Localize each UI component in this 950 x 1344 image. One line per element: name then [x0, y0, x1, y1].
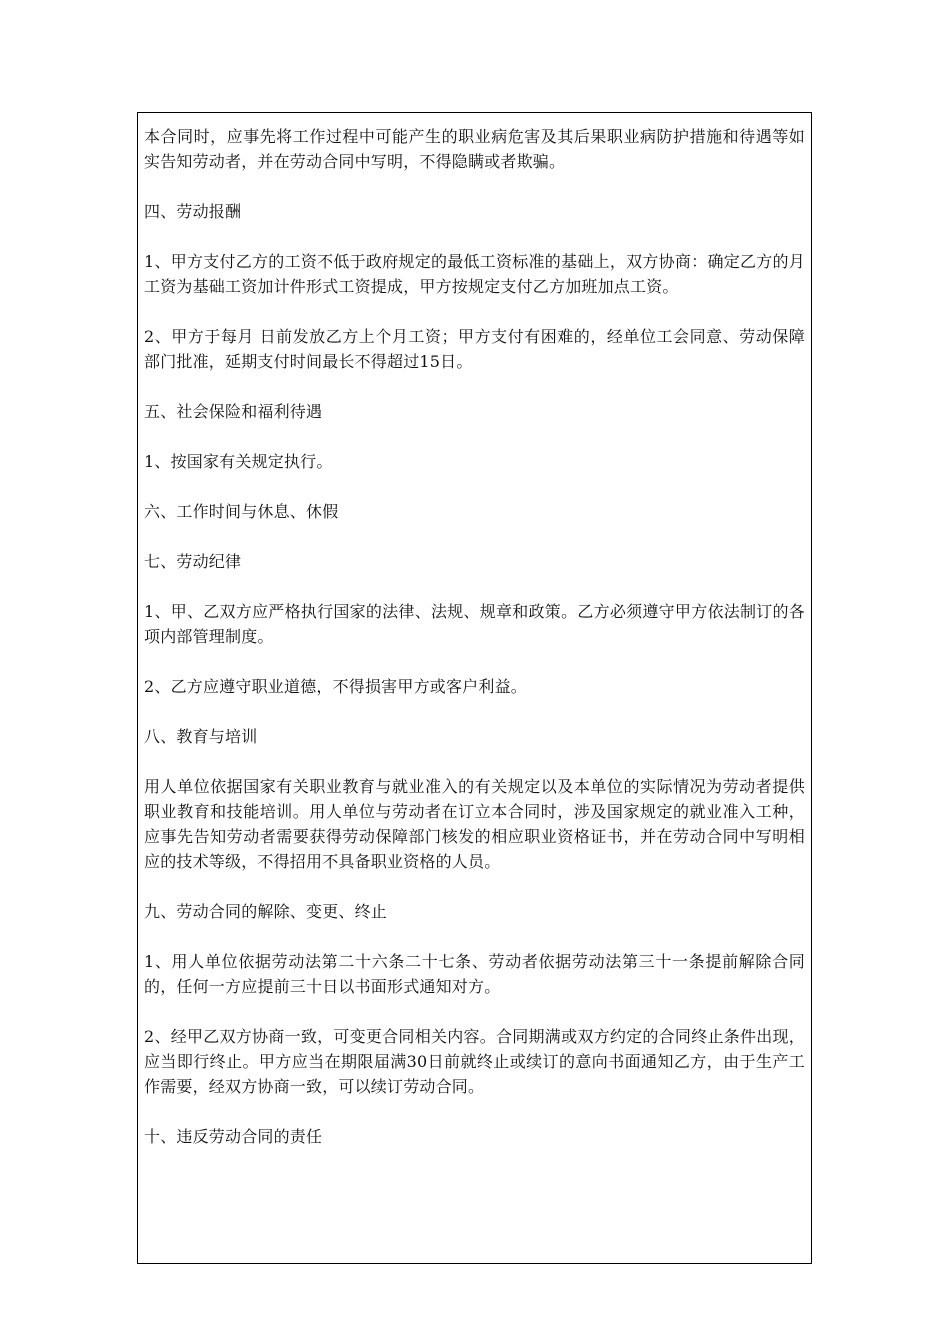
paragraph-vocational-training: 用人单位依据国家有关职业教育与就业准入的有关规定以及本单位的实际情况为劳动者提供职业教育和技能培训。用人单位与劳动者在订立本合同时，涉及国家规定的就业准入工种，应事先告知劳动者需要获得劳动保障部门核发的相应职业资格证书，并在劳动合同中写明相应的技术等级，不得招用不具备职业资格的人员。	[144, 777, 805, 871]
section-heading-discipline: 七、劳动纪律	[144, 552, 242, 571]
paragraph-national-rules: 1、按国家有关规定执行。	[144, 452, 333, 471]
section-heading-remuneration: 四、劳动报酬	[144, 202, 242, 221]
contract-text-box	[137, 112, 812, 1264]
paragraph-early-termination: 1、用人单位依据劳动法第二十六条二十七条、劳动者依据劳动法第三十一条提前解除合同的，任何一方应提前三十日以书面形式通知对方。	[144, 952, 805, 996]
paragraph-occupational-disease: 本合同时，应事先将工作过程中可能产生的职业病危害及其后果职业病防护措施和待遇等如实告知劳动者，并在劳动合同中写明，不得隐瞒或者欺骗。	[144, 127, 805, 171]
section-heading-breach-liability: 十、违反劳动合同的责任	[144, 1127, 323, 1146]
section-heading-termination: 九、劳动合同的解除、变更、终止	[144, 902, 388, 921]
section-heading-working-hours: 六、工作时间与休息、休假	[144, 502, 339, 521]
paragraph-obey-laws: 1、甲、乙双方应严格执行国家的法律、法规、规章和政策。乙方必须遵守甲方依法制订的各项内部管理制度。	[144, 602, 805, 646]
section-heading-education-training: 八、教育与培训	[144, 727, 258, 746]
section-heading-social-insurance: 五、社会保险和福利待遇	[144, 402, 323, 421]
paragraph-contract-change: 2、经甲乙双方协商一致，可变更合同相关内容。合同期满或双方约定的合同终止条件出现，应当即行终止。甲方应当在期限届满30日前就终止或续订的意向书面通知乙方，由于生产工作需要，经双方协商一致，可以续订劳动合同。	[144, 1027, 805, 1096]
paragraph-professional-ethics: 2、乙方应遵守职业道德，不得损害甲方或客户利益。	[144, 677, 527, 696]
paragraph-wage-payment-date: 2、甲方于每月 日前发放乙方上个月工资；甲方支付有困难的，经单位工会同意、劳动保障部门批准，延期支付时间最长不得超过15日。	[144, 327, 805, 371]
paragraph-wage-standard: 1、甲方支付乙方的工资不低于政府规定的最低工资标准的基础上，双方协商：确定乙方的月工资为基础工资加计件形式工资提成，甲方按规定支付乙方加班加点工资。	[144, 252, 805, 296]
